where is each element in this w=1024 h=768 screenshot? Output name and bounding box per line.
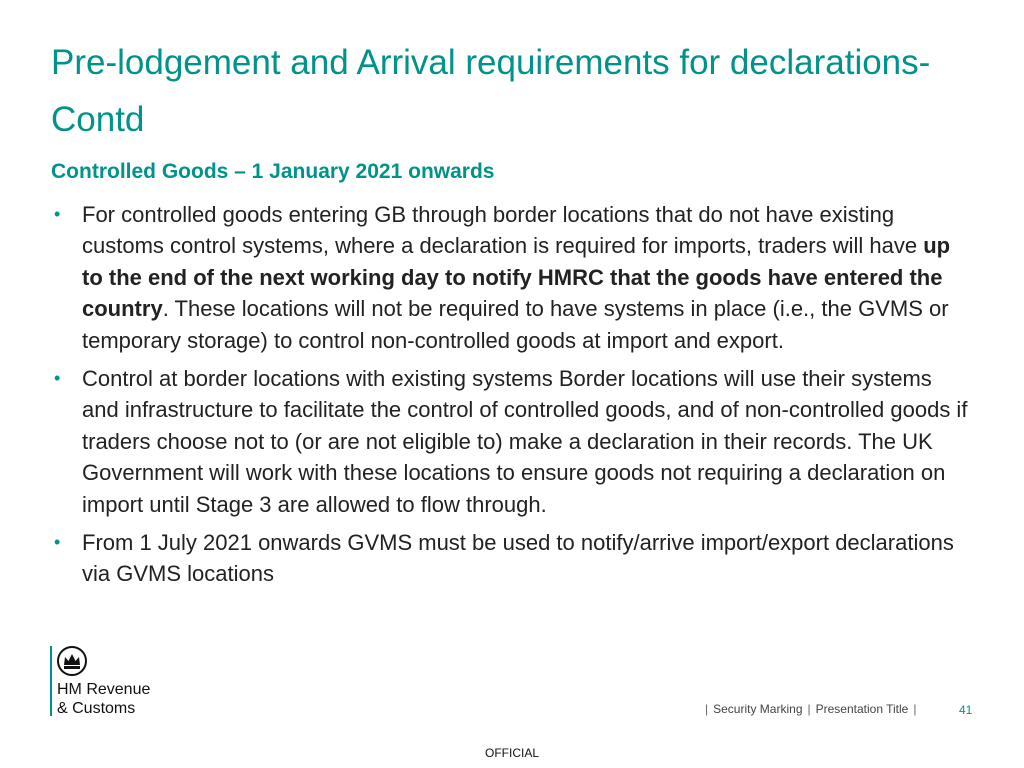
bullet-marker: • [54, 204, 61, 224]
bullet-text-pre: For controlled goods entering GB through border locations that do not have existing customs control systems, where a declaration is required for imports, traders will have [82, 202, 924, 259]
bullet-marker: • [54, 368, 61, 389]
logo-line-2: & Customs [57, 700, 136, 717]
bullet-item [51, 199, 971, 356]
bullet-text: Control at border locations with existing systems Border locations will use their systems and infrastructure to facilitate the control of controlled goods, and of non-controlled goods if traders choose not to (or are not eligible to) make a declaration in their records. The UK Government will work with these locations to ensure goods not requiring a declaration on import until Stage 3 are allowed to flow through. [82, 366, 968, 517]
footer-separator: | [807, 702, 811, 716]
slide-subtitle: Controlled Goods – 1 January 2021 onwards [51, 160, 495, 183]
classification-label: OFFICIAL [484, 746, 539, 760]
hmrc-logo-text [57, 680, 150, 718]
presentation-title: Presentation Title [815, 702, 909, 716]
bullet-marker: • [54, 532, 61, 553]
bullet-list [51, 199, 971, 597]
logo-line-1: HM Revenue [57, 681, 151, 698]
bullet-item [51, 527, 971, 590]
logo-divider [50, 646, 52, 716]
footer-separator: | [705, 702, 709, 716]
crown-crest-icon [56, 645, 88, 677]
security-marking: Security Marking [713, 702, 803, 716]
page-number: 41 [959, 703, 973, 717]
bullet-text: From 1 July 2021 onwards GVMS must be used to notify/arrive import/export declarations via GVMS locations [82, 530, 954, 587]
slide-title: Pre-lodgement and Arrival requirements for declarations-Contd [51, 43, 931, 139]
bullet-text-post: . These locations will not be required to have systems in place (i.e., the GVMS or temporary storage) to control non-controlled goods at import and export. [82, 296, 949, 353]
bullet-text-bold: up to the end of the next working day to notify HMRC that the goods have entered the country [82, 233, 951, 322]
bullet-item [51, 363, 971, 520]
footer-bar [700, 702, 921, 716]
footer-separator: | [913, 702, 917, 716]
